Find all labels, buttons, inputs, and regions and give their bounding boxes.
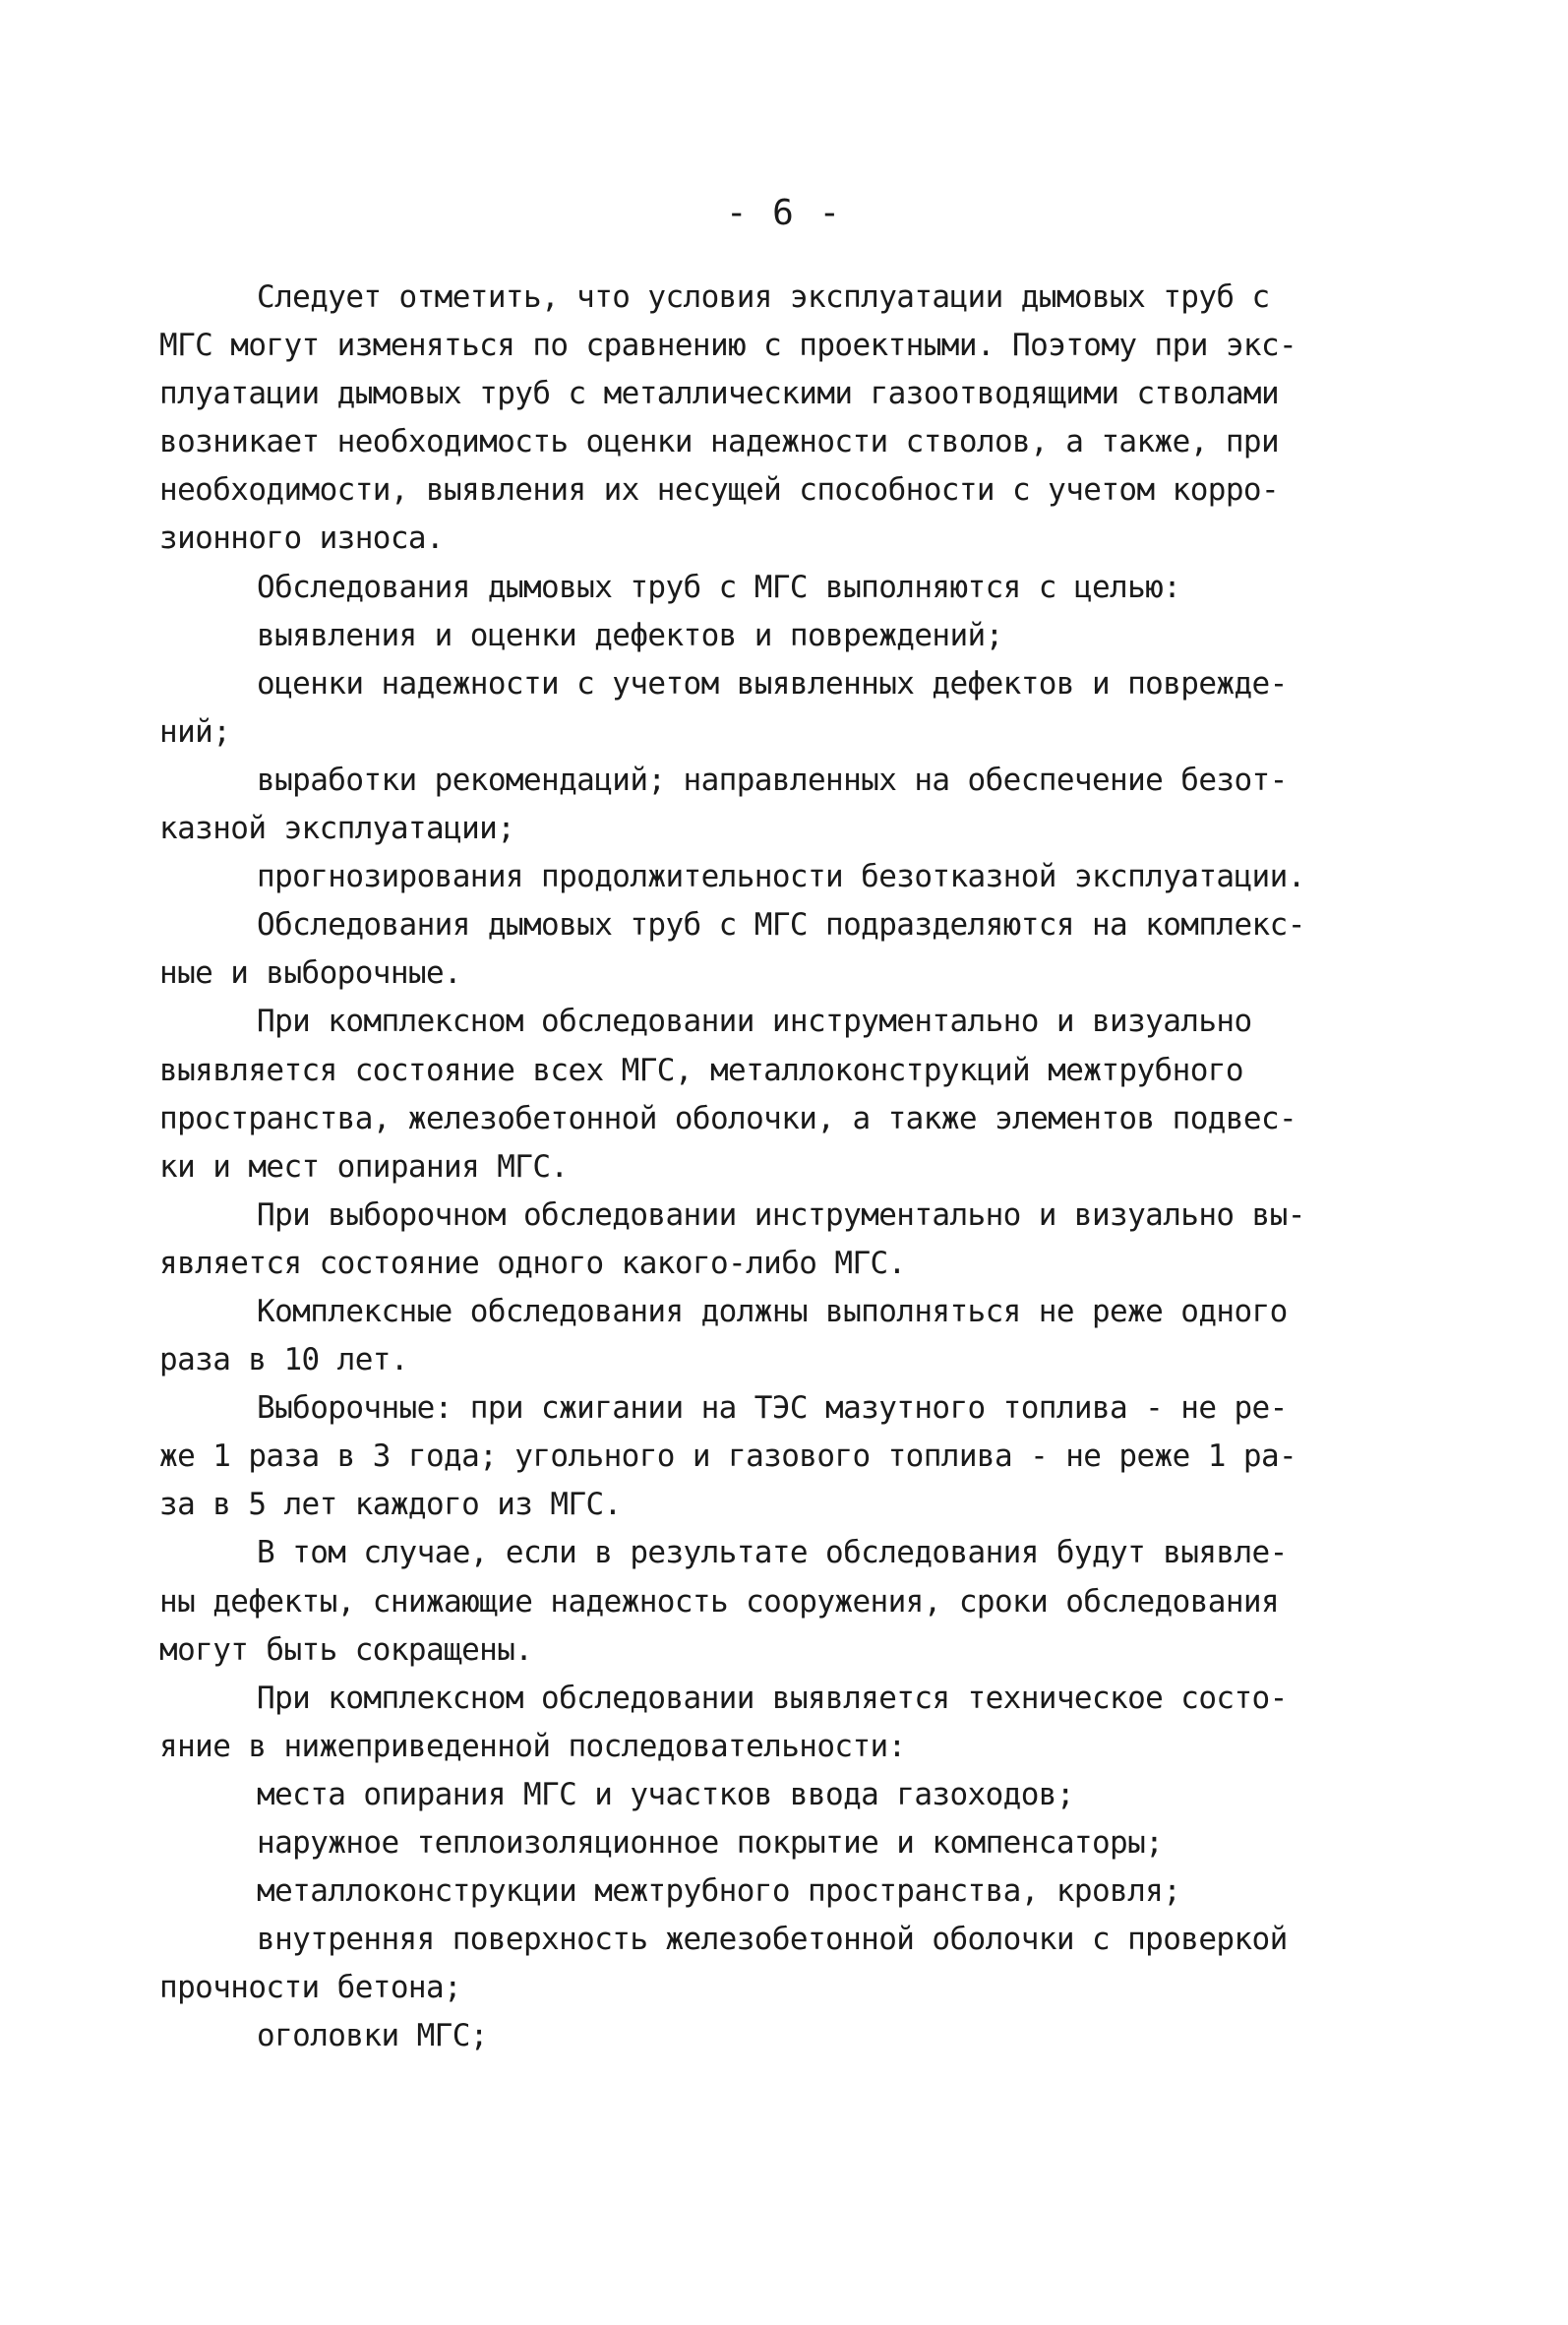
text-line: ные и выборочные.	[159, 955, 462, 992]
text-line: возникает необходимость оценки надежности стволов, а также, при	[159, 424, 1280, 460]
text-line: выявляется состояние всех МГС, металлоконструкций межтрубного	[159, 1052, 1243, 1088]
text-line: раза в 10 лет.	[159, 1342, 408, 1378]
text-line: Обследования дымовых труб с МГС подразделяются на комплекс-	[257, 907, 1305, 944]
text-line: ны дефекты, снижающие надежность сооружения, сроки обследования	[159, 1583, 1280, 1620]
text-line: зионного износа.	[159, 520, 445, 557]
text-line: металлоконструкции межтрубного пространства, кровля;	[257, 1873, 1181, 1910]
text-line: Обследования дымовых труб с МГС выполняются с целью:	[257, 569, 1181, 605]
text-line: за в 5 лет каждого из МГС.	[159, 1487, 622, 1523]
text-line: места опирания МГС и участков ввода газоходов;	[257, 1776, 1074, 1812]
text-line: выявления и оценки дефектов и повреждений;	[257, 617, 1003, 653]
text-line: прогнозирования продолжительности безотказной эксплуатации.	[257, 859, 1305, 895]
text-line: оголовки МГС;	[257, 2018, 488, 2054]
text-line: В том случае, если в результате обследования будут выявле-	[257, 1535, 1288, 1571]
text-line: могут быть сокращены.	[159, 1631, 533, 1668]
text-line: ки и мест опирания МГС.	[159, 1148, 569, 1185]
text-line: МГС могут изменяться по сравнению с проектными. Поэтому при экс-	[159, 328, 1297, 364]
text-line: Выборочные: при сжигании на ТЭС мазутного топлива - не ре-	[257, 1390, 1288, 1427]
page-number	[0, 189, 1568, 238]
text-line: прочности бетона;	[159, 1970, 462, 2006]
text-line: пространства, железобетонной оболочки, а также элементов подвес-	[159, 1100, 1297, 1136]
text-line: Следует отметить, что условия эксплуатации дымовых труб с	[257, 279, 1270, 315]
text-line: Комплексные обследования должны выполняться не реже одного	[257, 1293, 1288, 1329]
text-line: ний;	[159, 713, 231, 750]
text-line: плуатации дымовых труб с металлическими газоотводящими стволами	[159, 376, 1280, 412]
page-number-text: - 6 -	[725, 193, 843, 233]
text-line: При выборочном обследовании инструментально и визуально вы-	[257, 1196, 1305, 1233]
text-line: внутренняя поверхность железобетонной оболочки с проверкой	[257, 1922, 1288, 1958]
text-line: При комплексном обследовании выявляется техническое состо-	[257, 1680, 1288, 1716]
text-line: казной эксплуатации;	[159, 811, 515, 847]
text-line: необходимости, выявления их несущей способности с учетом корро-	[159, 472, 1280, 509]
text-line: оценки надежности с учетом выявленных дефектов и поврежде-	[257, 665, 1288, 702]
document-text	[159, 274, 1428, 2060]
text-line: При комплексном обследовании инструментально и визуально	[257, 1004, 1252, 1040]
text-line: наружное теплоизоляционное покрытие и компенсаторы;	[257, 1825, 1164, 1861]
text-line: же 1 раза в 3 года; угольного и газового топлива - не реже 1 ра-	[159, 1438, 1297, 1475]
text-line: является состояние одного какого-либо МГС.	[159, 1245, 906, 1281]
text-line: выработки рекомендаций; направленных на обеспечение безот-	[257, 762, 1288, 798]
text-line: яние в нижеприведенной последовательности:	[159, 1728, 906, 1764]
